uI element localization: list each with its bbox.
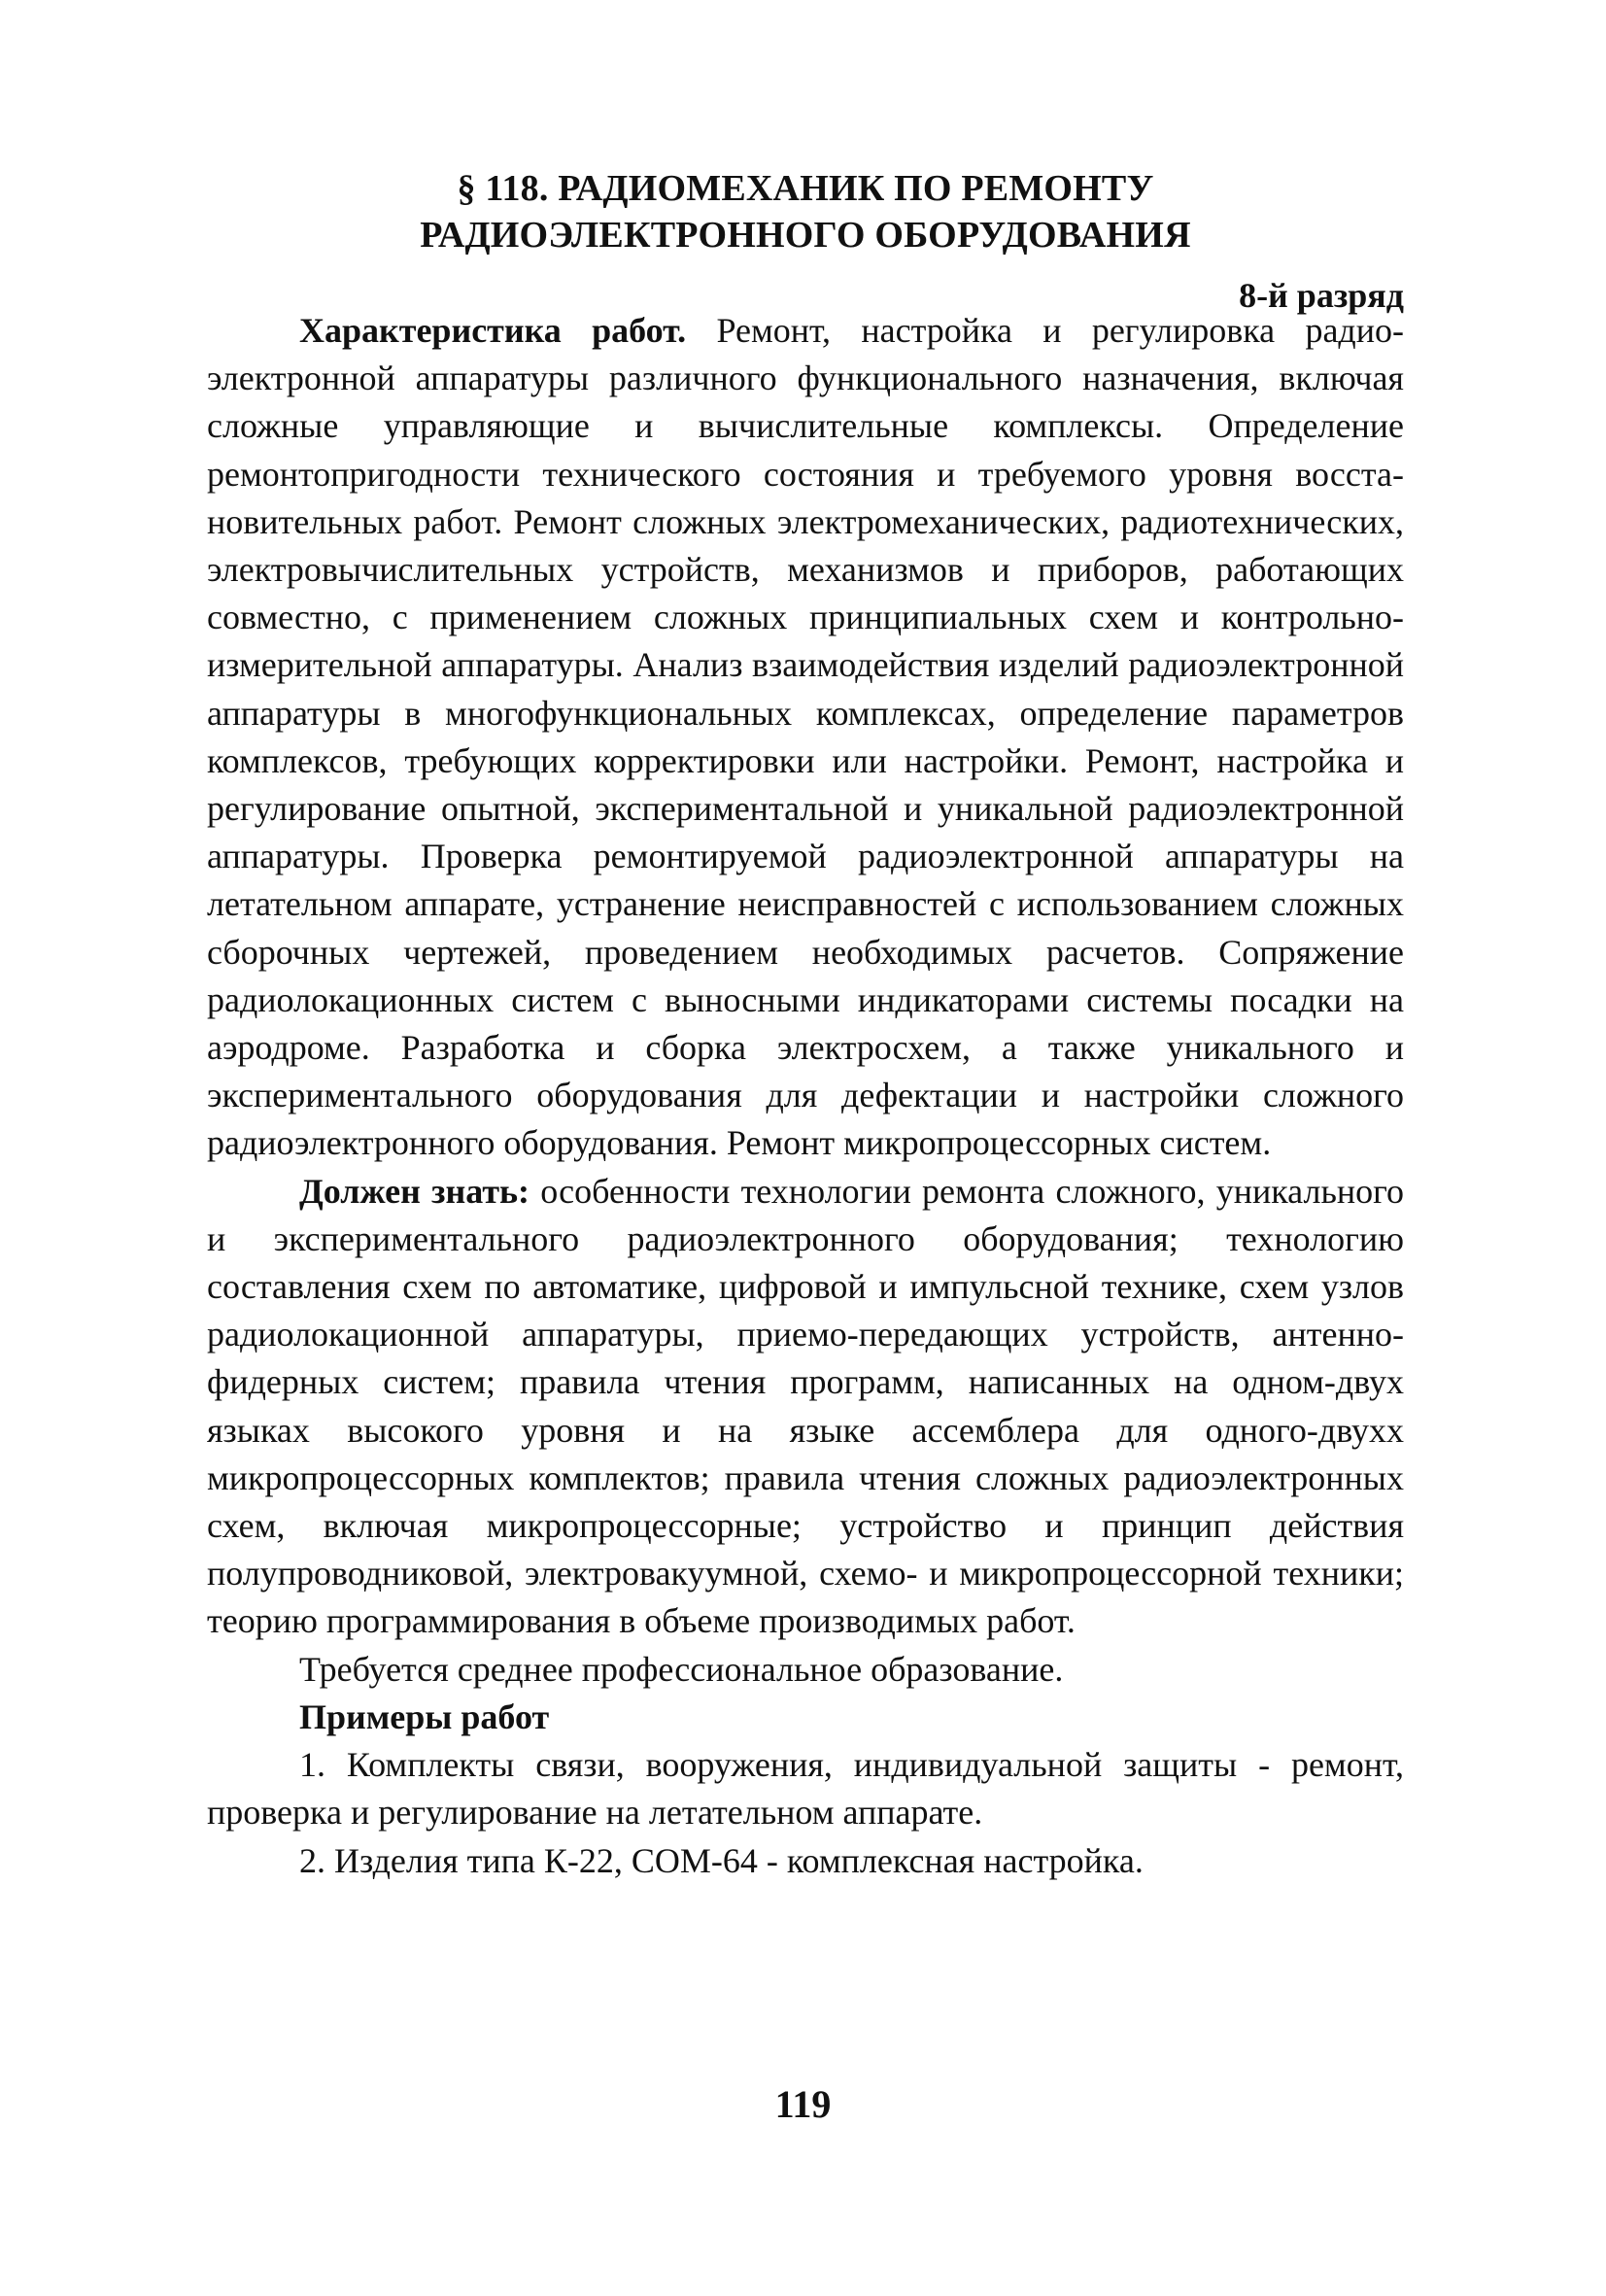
section-title-line-2: РАДИОЭЛЕКТРОННОГО ОБОРУДОВАНИЯ: [420, 215, 1191, 256]
examples-heading: Примеры работ: [299, 1696, 550, 1736]
education-requirement: Требуется среднее профессиональное образование.: [299, 1649, 1064, 1689]
page-number: 119: [774, 2082, 832, 2126]
characteristics-text: Ремонт, настройка и регулировка радиоэлектронной аппаратуры различного функционального назначения, включая сложные управляющие и вычислительные комплексы. Определение ремонтопригодности технического состояния и требуемого уровня восстановительных работ. Ремонт сложных электромеханических, радиотехнических, электровычислительных устройств, механизмов и приборов, работающих совместно, с применением сложных принципиальных схем и контрольно-измерительной аппаратуры. Анализ взаимодействия изделий радиоэлектронной аппаратуры в многофункциональных комплексах, определение параметров комплексов, требующих корректировки или настройки. Ремонт, настройка и регулирование опытной, экспериментальной и уникальной радиоэлектронной аппаратуры. Проверка ремонтируемой радиоэлектронной аппаратуры на летательном аппарате, устранение неисправностей с использованием сложных сборочных чертежей, проведением необходимых расчетов. Сопряжение радиолокационных систем с выносными индикаторами системы посадки на аэродроме. Разработка и сборка электросхем, а также уникального и экспериментального оборудования для дефектации и настройки сложного радиоэлектронного оборудования. Ремонт микропроцессорных систем.: [207, 311, 1405, 1163]
section-body: [207, 307, 1404, 1885]
characteristics-label: Характеристика работ.: [299, 311, 687, 350]
grade-label: 8-й разряд: [1239, 276, 1404, 315]
knowledge-paragraph: [207, 1168, 1404, 1646]
example-item-1: 1. Комплекты связи, вооружения, индивидуальной защиты - ремонт, проверка и регулирование на летательном аппарате.: [207, 1745, 1404, 1833]
characteristics-paragraph: [207, 307, 1404, 1168]
section-title-line-1: § 118. РАДИОМЕХАНИК ПО РЕМОНТУ: [457, 168, 1154, 209]
example-item-2: 2. Изделия типа К-22, СОМ-64 - комплексная настройка.: [299, 1840, 1144, 1880]
knowledge-label: Должен знать:: [299, 1171, 530, 1211]
knowledge-text: особенности технологии ремонта сложного, уникального и экспериментального радиоэлектронного оборудования; технологию составления схем по автоматике, цифровой и импульсной технике, схем узлов радиолокационной аппаратуры, приемо-передающих устройств, антенно-фидерных систем; правила чтения программ, написанных на одном-двух языках высокого уровня и на языке ассемблера для одного-двухх микропроцессорных комплектов; правила чтения сложных радиоэлектронных схем, включая микропроцессорные; устройство и принцип действия полупроводниковой, электровакуумной, схемо- и микропроцессорной техники; теорию программирования в объеме производимых работ.: [207, 1171, 1404, 1641]
